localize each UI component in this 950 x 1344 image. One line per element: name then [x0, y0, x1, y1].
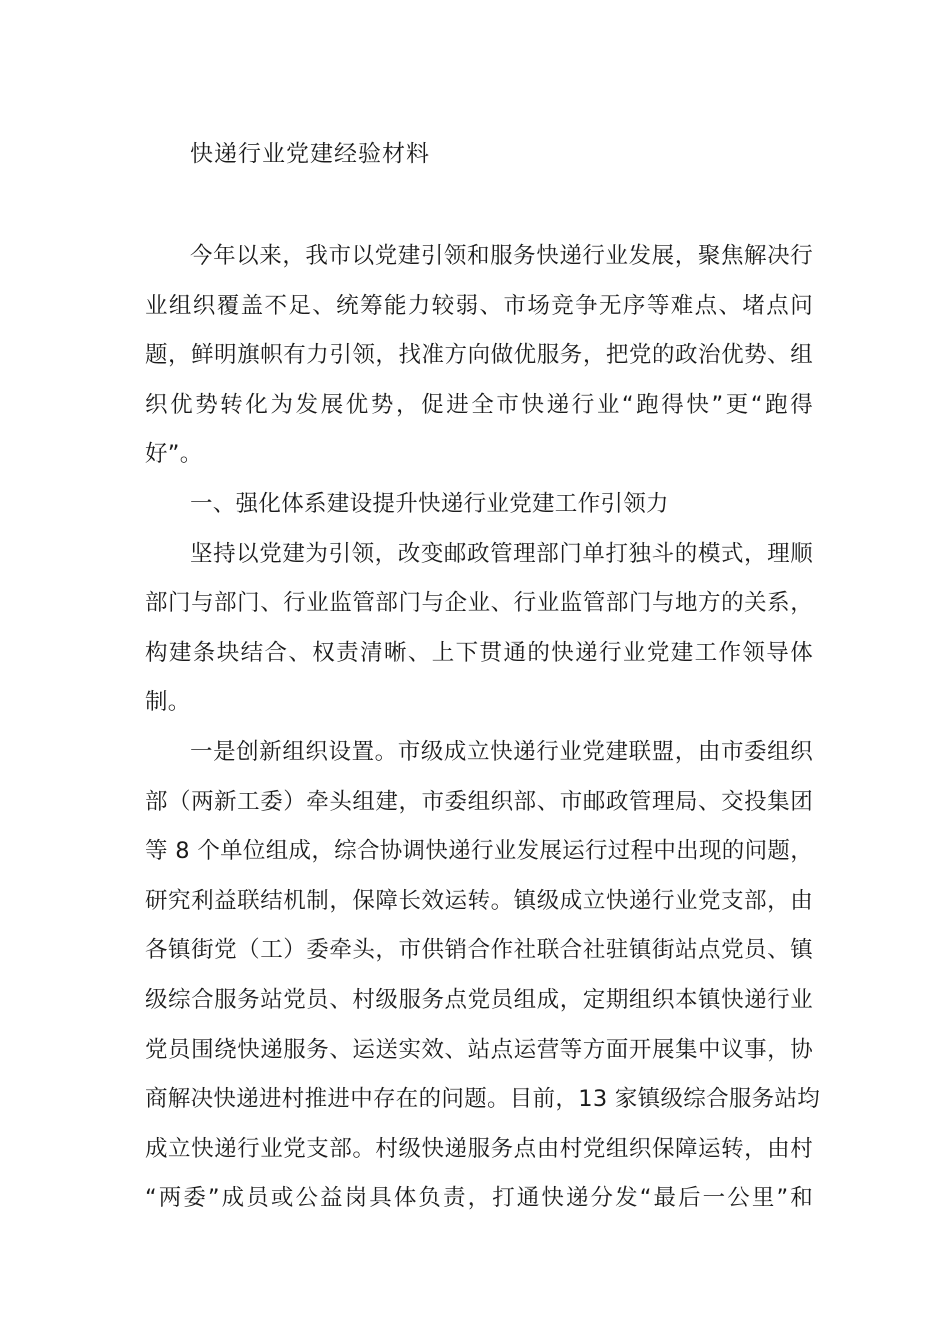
document-body	[145, 232, 821, 1224]
text-line: 部（两新工委）牵头组建，市委组织部、市邮政管理局、交投集团	[145, 788, 813, 815]
section-heading: 一、强化体系建设提升快递行业党建工作引领力	[190, 490, 669, 517]
text-line: 党员围绕快递服务、运送实效、站点运营等方面开展集中议事，协	[145, 1036, 813, 1063]
text-line: 制。	[145, 689, 191, 716]
text-line: 商解决快递进村推进中存在的问题。目前，13 家镇级综合服务站均	[145, 1086, 821, 1113]
text-line: 构建条块结合、权责清晰、上下贯通的快递行业党建工作领导体	[145, 639, 813, 666]
text-line: 一是创新组织设置。市级成立快递行业党建联盟，由市委组织	[190, 738, 813, 765]
text-line: 坚持以党建为引领，改变邮政管理部门单打独斗的模式，理顺	[190, 540, 813, 567]
text-line: 业组织覆盖不足、统筹能力较弱、市场竞争无序等难点、堵点问	[145, 292, 813, 319]
text-line: 各镇街党（工）委牵头，市供销合作社联合社驻镇街站点党员、镇	[145, 937, 813, 964]
text-line: 等 8 个单位组成，综合协调快递行业发展运行过程中出现的问题，	[145, 838, 813, 865]
text-line: 级综合服务站党员、村级服务点党员组成，定期组织本镇快递行业	[145, 986, 813, 1013]
text-line: “两委”成员或公益岗具体负责，打通快递分发“最后一公里”和	[145, 1185, 813, 1212]
text-line: 成立快递行业党支部。村级快递服务点由村党组织保障运转，由村	[145, 1135, 813, 1162]
text-line: 织优势转化为发展优势，促进全市快递行业“跑得快”更“跑得	[145, 391, 813, 418]
document-title: 快递行业党建经验材料	[190, 141, 430, 167]
text-line: 题，鲜明旗帜有力引领，找准方向做优服务，把党的政治优势、组	[145, 342, 813, 369]
text-line: 部门与部门、行业监管部门与企业、行业监管部门与地方的关系，	[145, 590, 813, 617]
text-line: 今年以来，我市以党建引领和服务快递行业发展，聚焦解决行	[190, 243, 813, 269]
text-line: 好”。	[145, 441, 203, 468]
text-line: 研究利益联结机制，保障长效运转。镇级成立快递行业党支部，由	[145, 887, 813, 914]
